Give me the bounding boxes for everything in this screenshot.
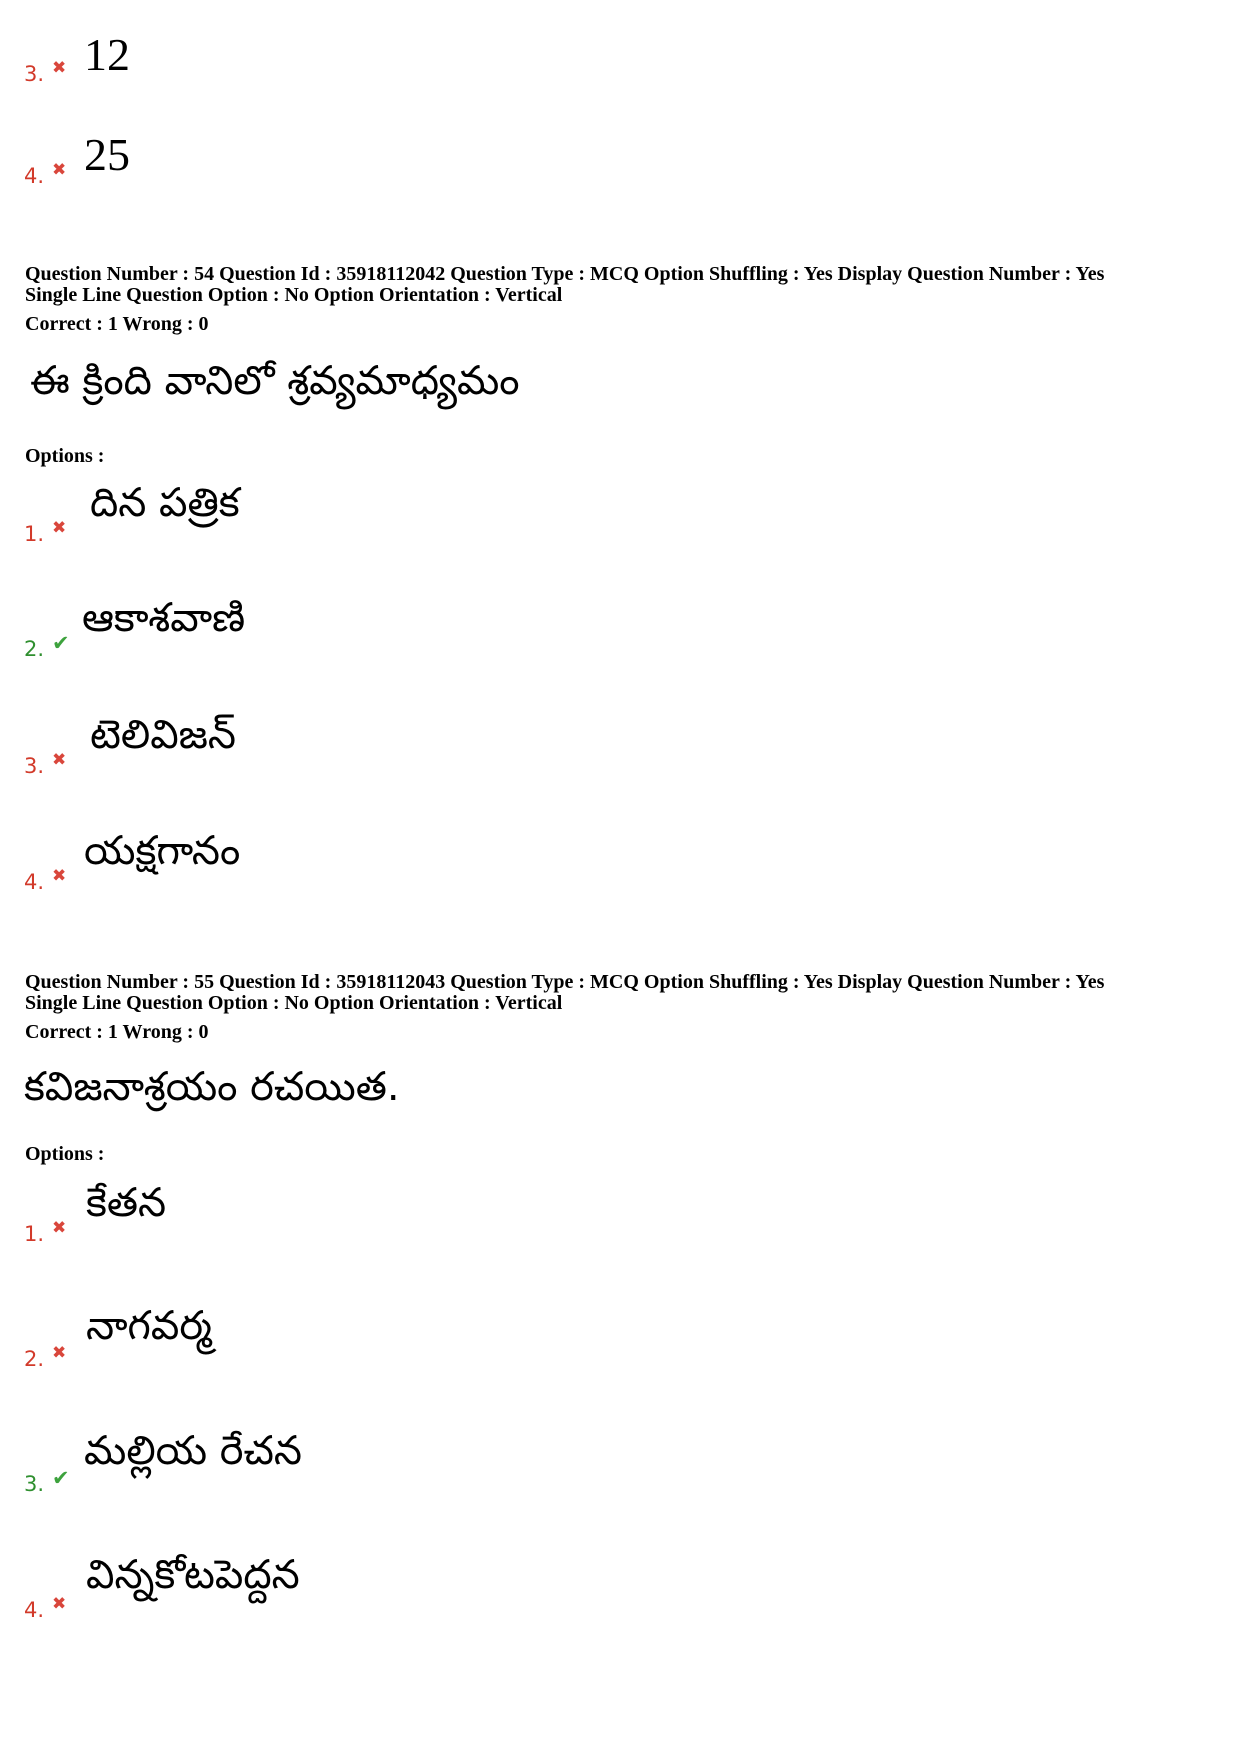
option-number: 1. [24,522,45,546]
option-number: 4. [24,870,45,894]
option-number: 2. [24,637,45,661]
question-meta-line2: Single Line Question Option : No Option Orientation : Vertical [25,284,563,306]
question-meta-line2: Single Line Question Option : No Option Orientation : Vertical [25,992,563,1014]
check-icon: ✔ [52,1466,70,1490]
options-label: Options : [25,445,105,467]
option-number: 4. [24,164,45,188]
option-value: 25 [84,129,130,180]
options-label: Options : [25,1143,105,1165]
option-number: 2. [24,1347,45,1371]
cross-icon: ✖ [52,866,67,886]
score-line: Correct : 1 Wrong : 0 [25,313,209,335]
option-text: కేతన [86,1180,167,1226]
option-number: 3. [24,754,45,778]
cross-icon: ✖ [52,518,67,538]
cross-icon: ✖ [52,1594,67,1614]
question-text: ఈ క్రింది వానిలో శ్రవ్యమాధ్యమం [30,358,520,404]
option-number: 3. [24,62,45,86]
cross-icon: ✖ [52,1343,67,1363]
option-text: ఆకాశవాణి [82,595,246,641]
question-meta-line1: Question Number : 55 Question Id : 35918112043 Question Type : MCQ Option Shuffling : Yes Display Question Number : Yes [25,971,1105,993]
cross-icon: ✖ [52,750,67,770]
option-text: నాగవర్మ [86,1303,212,1349]
option-number: 1. [24,1222,45,1246]
option-text: టెలివిజన్ [90,712,236,758]
option-text: యక్షగానం [84,828,241,874]
score-line: Correct : 1 Wrong : 0 [25,1021,209,1043]
cross-icon: ✖ [52,160,67,180]
option-value: 12 [84,29,130,80]
option-text: విన్నకోటపెద్దన [86,1552,300,1598]
option-number: 4. [24,1598,45,1622]
option-text: దిన పత్రిక [90,480,240,526]
option-number: 3. [24,1472,45,1496]
cross-icon: ✖ [52,1218,67,1238]
option-text: మల్లియ రేచన [84,1428,302,1474]
check-icon: ✔ [52,631,70,655]
question-text: కవిజనాశ్రయం రచయిత. [24,1064,400,1110]
question-meta-line1: Question Number : 54 Question Id : 35918112042 Question Type : MCQ Option Shuffling : Yes Display Question Number : Yes [25,263,1105,285]
cross-icon: ✖ [52,58,67,78]
